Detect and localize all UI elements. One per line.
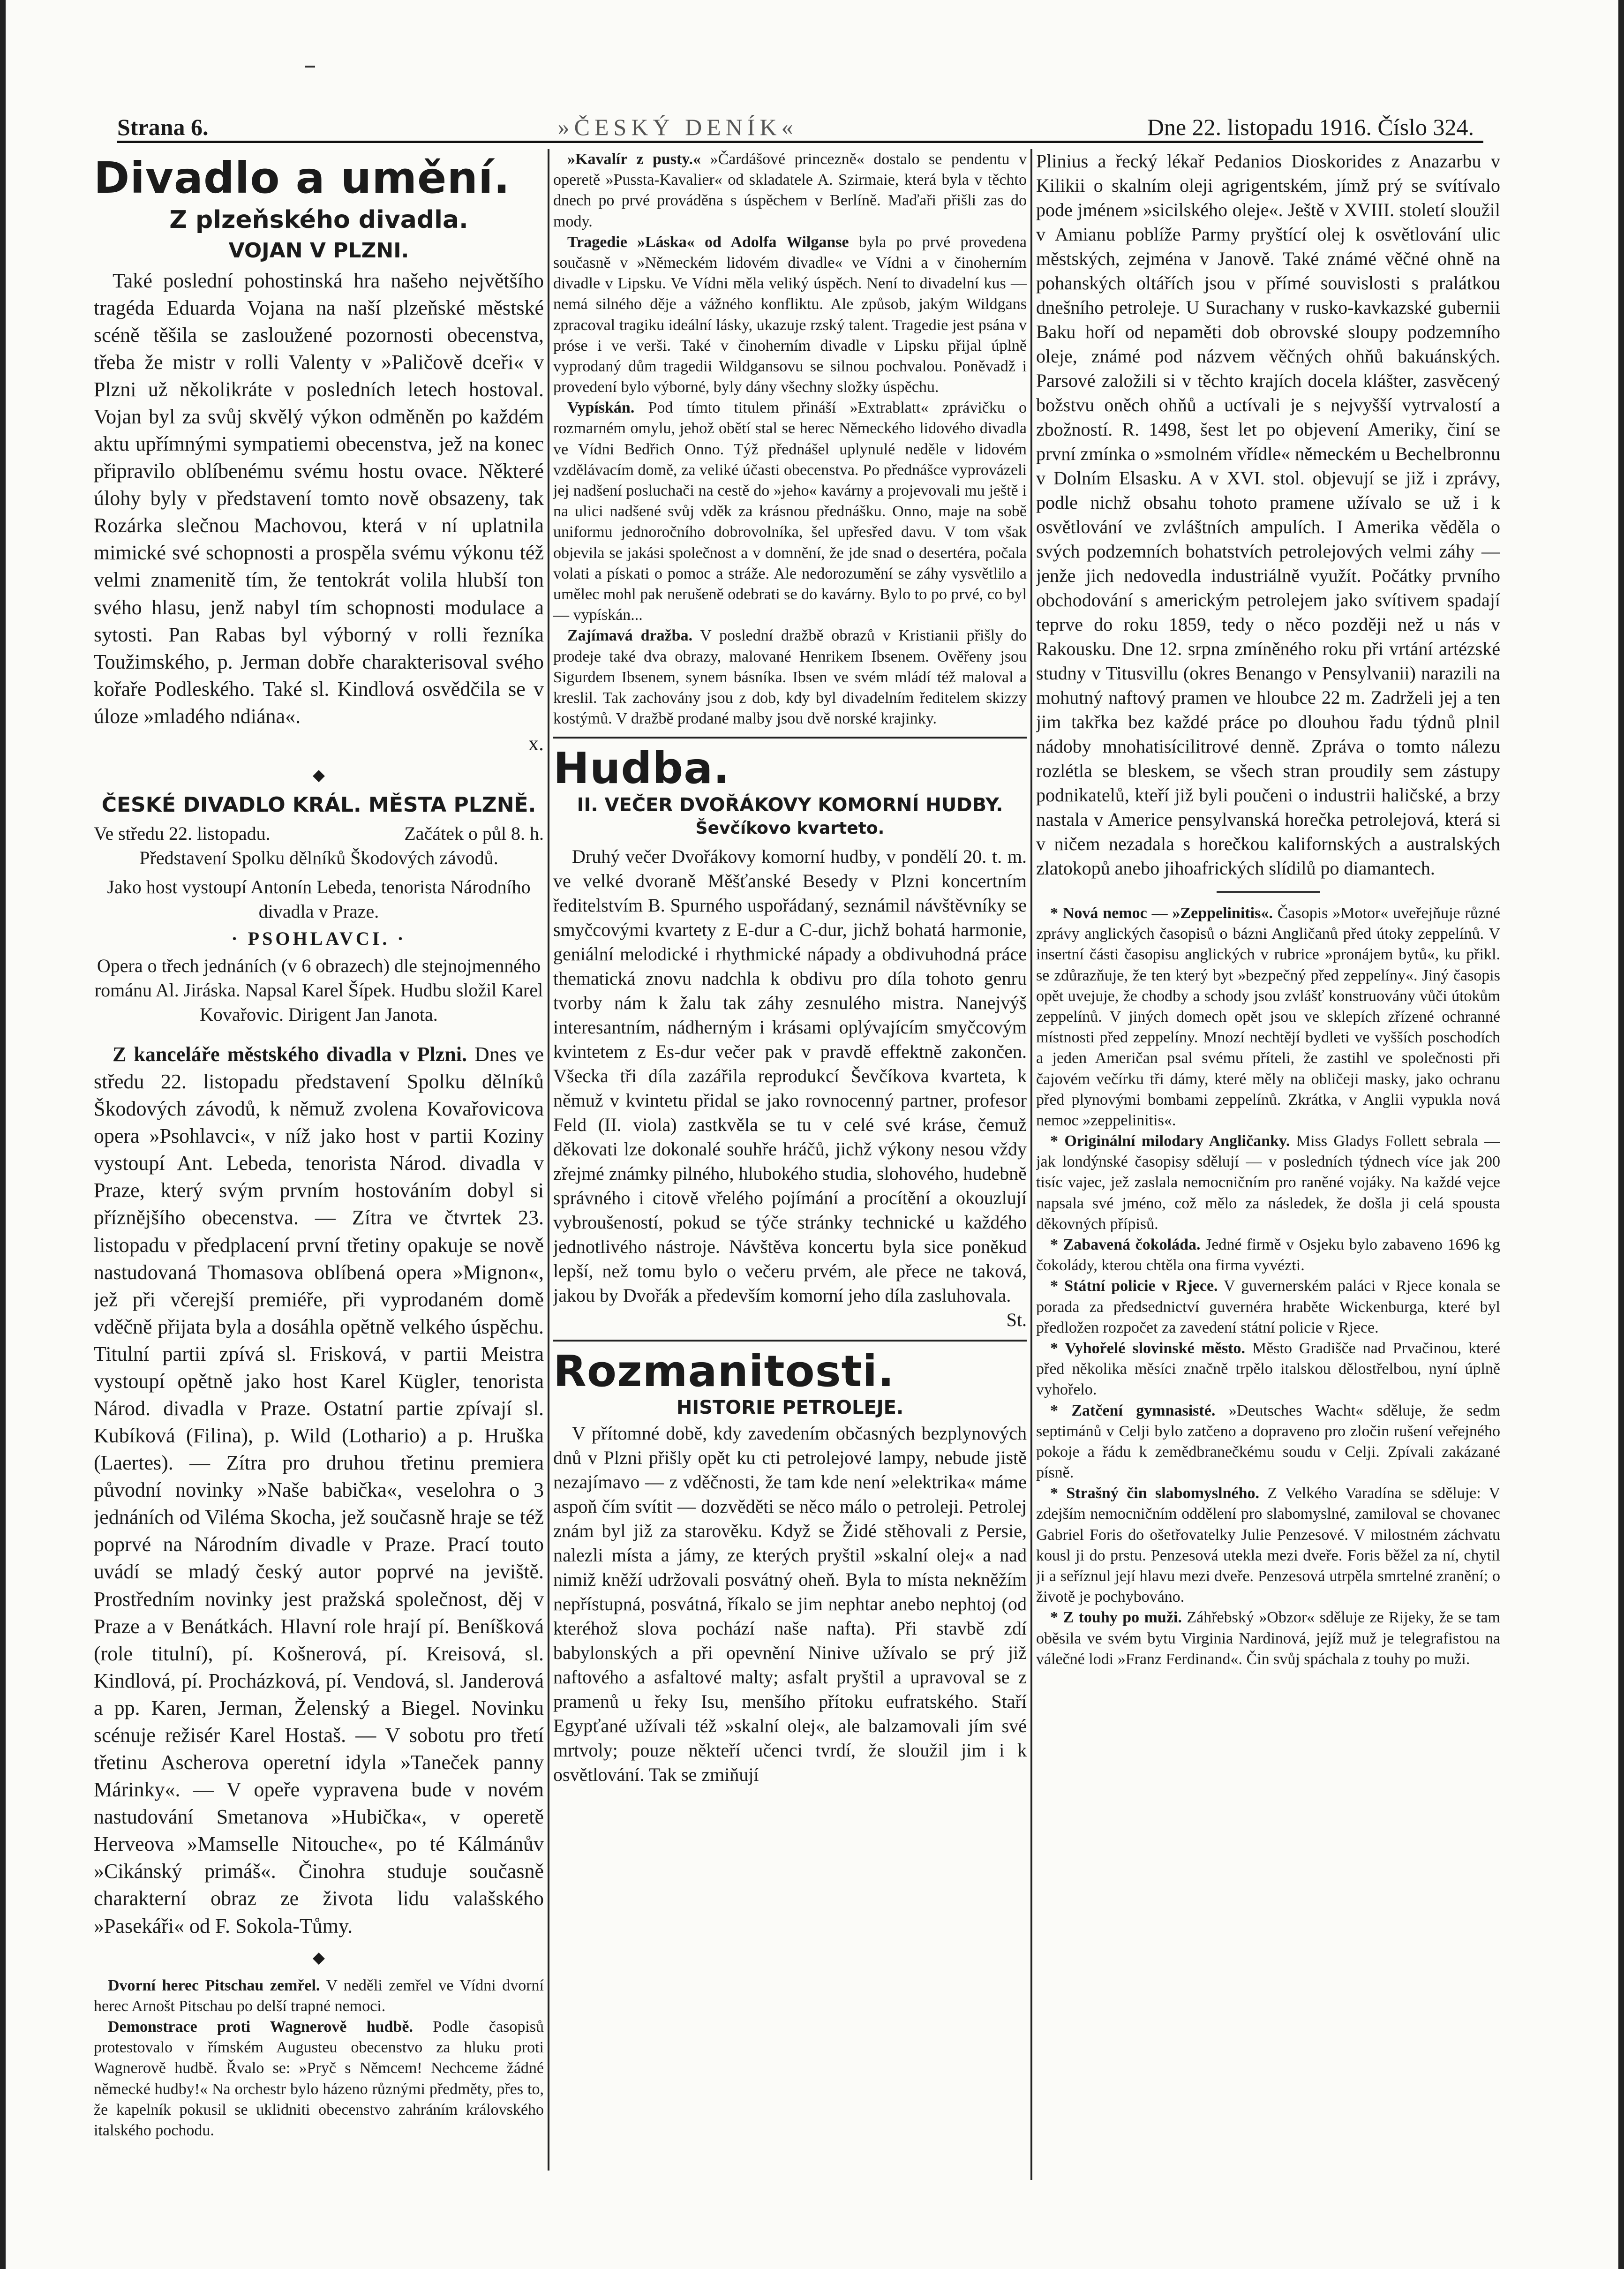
page-number: Strana 6. xyxy=(117,114,209,140)
section-title-misc: Rozmanitosti. xyxy=(553,1346,895,1396)
program-start: Začátek o půl 8. h. xyxy=(404,823,544,844)
article-slabomyslny xyxy=(1036,1483,1500,1607)
article-office-body: Dnes ve středu 22. listopadu představení Spolku dělníků Škodových závodů, k němuž zvolena Kovařovicova opera »Psohlavci«, v níž jako host v partii Koziny vystoupí Ant. Lebeda, tenorista Národ. divadla v Praze, který svým prvním hostováním dobyl si příznějšího obecenstva. — Zítra ve čtvrtek 23. listopadu v předplacení první třetiny opakuje se nově nastudovaná Thomasova oblíbená opera »Mignon«, jež při včerejší premiéře, při vyprodaném domě vděčně přijata byla a dosáhla opětně velkého úspěchu. Titulní partii zpívá sl. Frisková, v partii Meistra vystoupí opětně jako host Karel Kügler, tenorista Národ. divadla v Praze. Ostatní partie zpívají sl. Kubíková (Filina), p. Wild (Lothario) a p. Hruška (Laertes). — Zítra pro druhou třetinu premiera původní novinky »Naše babička«, veselohra o 3 jednáních od Viléma Skocha, jež současně hraje se též poprvé na Národním divadle v Praze. Prací touto uvádí se mladý český autor poprvé na jeviště. Prostředním novinky jest pražská společnost, děj v Praze a v Benátkách. Hlavní role hrají pí. Beníšková (role titulní), pí. Košnerová, pí. Kreisová, sl. Kindlová, pí. Procházková, pí. Vendová, sl. Janderová a pp. Karen, Jerman, Želenský a Biegel. Novinku scénuje režisér Karel Hostaš. — V sobotu pro třetí třetinu Ascherova operetní idyla »Taneček panny Márinky«. — V opeře vypravena bude v novém nastudování Smetanova »Hubička«, v operetě Herveova »Mamselle Nitouche«, po té Kálmánův »Cikánský primáš«. Činohra studuje současně charakterní obraz ze života lidu valašského »Pasekáři« od F. Sokola-Tůmy. xyxy=(94,1043,544,1937)
article-mesto xyxy=(1036,1338,1500,1401)
article-drazba-head: Zajímavá dražba. xyxy=(567,627,693,645)
column-2 xyxy=(553,149,1027,2175)
article-office-head: Z kanceláře městského divadla v Plzni. xyxy=(113,1043,467,1066)
article-gymnasiste-body: »Deutsches Wacht« sděluje, že sedm septimánů v Celji bylo zatčeno a dopraveno pro zločin rušení veřejného pokoje a řádu k zemědbranečkému soudu v Celji. Zpívali zakázané písně. xyxy=(1036,1402,1500,1482)
article-touha-body: Záhřebský »Obzor« sděluje ze Rijeky, že se tam oběsila ve svém bytu Virginia Nardinová, jejíž muž je telegrafistou na válečné lodi »Franz Ferdinand«. Čin svůj spáchala z touhy po muži. xyxy=(1036,1609,1500,1668)
article-wagner xyxy=(94,2017,544,2141)
article-pitschau xyxy=(94,1975,544,2017)
article-laska xyxy=(553,232,1027,398)
subsection-title: Z plzeňského divadla. xyxy=(169,205,468,234)
article-zeppelinitis xyxy=(1036,903,1500,1131)
article-cokolada xyxy=(1036,1235,1500,1276)
article-subtitle-sevcik: Ševčíkovo kvarteto. xyxy=(695,818,885,838)
article-petrol-part2: Plinius a řecký lékař Pedanios Dioskorides z Anazarbu v Kilikii o skalním oleji agrigentském, jímž prý se svítívalo pode jménem »sicilského oleje«. Ještě v XVIII. století sloužil v Amianu poblíže Parmy pryštící olej k osvětlování ulic městských, zejména v Janově. Také známé věčné ohně na pohanských oltářích jsou v přímé souvislosti s pralátkou dnešního petroleje. U Surachany v rusko-kavkazské gubernii Baku hoří od nepaměti dob obrovské sloupy podzemního oleje, známé pod názvem věčných ohňů bakuánských. Parsové založili si v těchto krajích docela klášter, zasvěcený božstvu oněch ohňů a uctívali je s nejvyšší vytrvalostí a zbožností. R. 1498, šest let po objevení Ameriky, činí se první zmínka o »smolném vřídle« německém u Bechelbronnu v Dolním Elsasku. A v XVI. stol. objevují se již i zprávy, podle nichž obsahu tohoto pramene užívalo se už i k osvětlování ve zvláštních ampulích. I Amerika věděla o svých podzemních bohatstvích petrolejových velmi záhy — jenže jich nedovedla industriálně využít. Počátky prvního obchodování s americkým petrolejem jako svítivem spadají teprve do roku 1859, tedy o něco později než u nás v Rakousku. Dne 12. srpna zmíněného roku při vrtání artézské studny v Titusvillu (okres Benango v Pensylvanii) narazili na mohutný naftový pramen ve hloubce 22 m. Zadrželi jej a ten jim takřka bez každé práce po dlouhou řadu týdnů plnil nádoby mnohatisícilitrové denně. Zpráva o tomto nálezu rozlétla se bleskem, se všech stran proudily sem zástupy podnikatelů, kteří již byli poučeni o industrii haličské, a brzy nastala v Americe pensylvanská horečka petrolejová, která si v ničem nezadala s horečkou kalifornských a australských zlatokopů anebo jihoafrických slídilů po diamantech. xyxy=(1036,151,1500,879)
section-title-theatre: Divadlo a umění. xyxy=(94,153,511,203)
section-rule xyxy=(553,1340,1027,1342)
article-title-dvorak: II. VEČER DVOŘÁKOVY KOMORNÍ HUDBY. xyxy=(577,794,1003,816)
page-header xyxy=(117,106,1474,139)
program-description: Opera o třech jednáních (v 6 obrazech) dle stejnojmenného románu Al. Jiráska. Napsal Karel Šípek. Hudbu složil Karel Kovařovic. Dirigent Jan Janota. xyxy=(94,955,543,1025)
article-cokolada-body: Jedné firmě v Osjeku bylo zabaveno 1696 kg čokolády, kterou chtěla ona firma vyvézti. xyxy=(1036,1236,1500,1274)
separator-star: ◆ xyxy=(312,767,325,784)
column-rule-2 xyxy=(1030,149,1032,2180)
article-cokolada-head: * Zabavená čokoláda. xyxy=(1050,1236,1201,1253)
article-gymnasiste xyxy=(1036,1401,1500,1484)
article-gymnasiste-head: * Zatčení gymnasisté. xyxy=(1050,1402,1216,1419)
article-milodary-head: * Originální milodary Angličanky. xyxy=(1050,1132,1290,1150)
program-title: ČESKÉ DIVADLO KRÁL. MĚSTA PLZNĚ. xyxy=(101,793,536,817)
article-policie xyxy=(1036,1276,1500,1338)
article-laska-body: byla po prvé provedena současně v »Německém lidovém divadle« ve Vídni a v činoherním divadle v Lipsku. Ve Vídni měla veliký úspěch. Není to divadelní kus — nemá silného děje a vážného konfliktu. Ale způsob, jakým Wildgans zpracoval tragiku ideální lásky, ukazuje rzský talent. Tragedie jest psána v próse i ve verši. Také v činoherním divadle v Lipsku přijal úplně vyprodaný dům tragedii Wildgansovu se silnou pochvalou. Poněvadž i provedení bylo výborné, byly dány všechny složky úspěchu. xyxy=(553,233,1027,396)
article-policie-head: * Státní policie v Rjece. xyxy=(1050,1277,1218,1295)
article-vypiskan-head: Vypískán. xyxy=(567,399,635,417)
scan-mark xyxy=(305,66,315,68)
program-date: Ve středu 22. listopadu. xyxy=(94,823,271,844)
scan-edge-right xyxy=(1618,0,1624,2269)
article-drazba-body: V poslední dražbě obrazů v Kristianii přišly do prodeje také dva obrazy, malované Henrikem Ibsenem. Ověřeny jsou Sigurdem Ibsenem, synem básníka. Ibsen ve svém mládí též maloval a kreslil. Tak zachovány jsou z dob, kdy byl divadelním ředitelem skizzy kostýmů. V dražbě prodané malby jsou dvě norské krajinky. xyxy=(553,627,1027,728)
article-wagner-head: Demonstrace proti Wagnerově hudbě. xyxy=(108,2018,413,2035)
article-slabomyslny-body: Z Velkého Varadína se sděluje: V zdejším nemocničním oddělení pro slabomyslné, zamiloval se chovanec Gabriel Foris do ošetřovatelky Julie Penzesové. V milostném záchvatu kousl ji do prstu. Penzesová utekla mezi dveře. Foris běžel za ní, chytil ji a seříznul její hlavu mezi dveře. Penzesová utrpěla smrtelné zranění; o životě je pochybováno. xyxy=(1036,1485,1500,1606)
article-mesto-body: Město Gradišče nad Prvačinou, které před několika měsíci značně trpělo italskou dělostřelbou, nyní úplně vyhořelo. xyxy=(1036,1339,1500,1399)
article-drazba xyxy=(553,626,1027,729)
article-title-petrol: HISTORIE PETROLEJE. xyxy=(676,1397,904,1419)
article-laska-head: Tragedie »Láska« od Adolfa Wilganse xyxy=(567,233,849,251)
program-date-row xyxy=(94,822,544,846)
header-rule xyxy=(117,141,1483,143)
article-slabomyslny-head: * Strašný čin slabomyslného. xyxy=(1050,1485,1260,1502)
article-pitschau-body: V neděli zemřel ve Vídni dvorní herec Arnošt Pitschau po delší trapné nemoci. xyxy=(94,1976,544,2015)
program-play: · PSOHLAVCI. · xyxy=(231,928,406,949)
article-touha xyxy=(1036,1607,1500,1670)
article-vojan: Také poslední pohostinská hra našeho největšího tragéda Eduarda Vojana na naší plzeňské městské scéně těšila se zasloužené pozornosti obecenstva, třeba že mistr v rolli Valenty v »Paličově dceři« v Plzni už několikráte v posledních letech hostoval. Vojan byl za svůj skvělý výkon odměněn po každém aktu upřímnými sympatiemi obecenstva, jež na konec připravilo oblíbenému svému hostu ovace. Některé úlohy byly v představení tomto nově obsazeny, tak Rozárka slečnou Machovou, která v ní uplatnila mimické své schopnosti a prospěla svému výkonu též velmi znamenitě tím, že tentokrát volila hlubší ton svého hlasu, jenž nabyl tím schopnosti modulace a sytosti. Pan Rabas byl výborný v rolli řezníka Toužimského, p. Jerman dobře charakterisoval svého kořaře Podleského. Také sl. Kindlová osvědčila se v úloze »mladého ndiána«. xyxy=(94,269,544,728)
article-vypiskan xyxy=(553,398,1027,626)
article-milodary xyxy=(1036,1131,1500,1235)
article-mesto-head: * Vyhořelé slovinské město. xyxy=(1050,1339,1246,1357)
section-rule xyxy=(553,737,1027,739)
scan-edge-left xyxy=(0,0,6,2269)
article-kavalir-body: »Čardášové princezně« dostalo se pendentu v operetě »Pussta-Kavalier« od skladatele A. Szirmaie, která byla v těchto dnech po prvé prováděna s úspěchem v Berlíně. Maďaři přišli zas do mody. xyxy=(553,151,1027,230)
article-signature: x. xyxy=(528,731,544,755)
article-dvorak: Druhý večer Dvořákovy komorní hudby, v pondělí 20. t. m. ve velké dvoraně Měšťanské Besedy v Plzni koncertním ředitelstvím B. Spurného uspořádaný, seznámil návštěvníky se smyčcovými kvartety z E-dur a C-dur, jichž bohatá harmonie, geniální melodické i rhythmické nápady a obdivuhodná práce thematická znovu nadchla k obdivu pro díla tohoto genru tvorby nám k žalu tak záhy zesnulého mistra. Nanejvýš interesantním, nádherným i krásami oplývajícím smyčcovým kvintetem z Es-dur večer pak v pravdě effektně zakončen. Všecka tři díla zazářila reprodukcí Ševčíkova kvarteta, k němuž v kvintetu přidal se jako rovnocenný partner, profesor Feld (II. viola) zastkvěla se tu v celé své kráse, čemuž děkovati lze dokonalé souhře hráčů, jichž výkony nesou vždy zřejmé známky pilného, hlubokého studia, slohového, hudebně správného i citově vřelého pojímání a procítění a okouzlují vybroušeností, pokud se týče stránky technické u každého jednotlivého nástroje. Návštěva koncertu byla sice poněkud lepší, než tomu bylo o večeru prvém, ale přece ne taková, jakou by Dvořák a především komorní jeho díla zasluhovala. xyxy=(553,845,1027,1306)
article-touha-head: * Z touhy po muži. xyxy=(1050,1609,1182,1627)
separator-star: ◆ xyxy=(312,1949,325,1967)
article-pitschau-head: Dvorní herec Pitschau zemřel. xyxy=(108,1976,320,1994)
program-occasion: Představení Spolku dělníků Škodových závodů. xyxy=(139,847,498,868)
article-petrol-part1: V přítomné době, kdy zavedením občasných bezplynových dnů v Plzni přišly opět ku cti petrolejové lampy, nebude jistě nezajímavo — z vděčnosti, že tam kde není »elektrika« máme aspoň čím svítit — dozvěděti se něco málo o petroleji. Petrolej znám byl již za starověku. Když se Židé stěhovali z Persie, nalezli místa a jámy, ze kterých pryštil »skalní olej« a nad nimiž kněží udržovali posvátný oheň. Byla to místa nekněžím nepřístupná, posvátná, říkalo se jim nephtar anebo nephtoj (od kteréhož slova pochází naše nafta). Při stavbě zdí babylonských a při opevnění Ninive užívalo se prý již naftového a asfaltové malty; asfalt pryštil a upravoval se z pramenů u řeky Isu, menšího přítoku eufratského. Staří Egypťané užívali též »skalní olej«, ale balzamovali jím své mrtvoly; pouze někteří učenci tvrdí, že sloužil jim i k osvětlování. Tak se zmiňují xyxy=(553,1423,1027,1786)
column-rule-1 xyxy=(548,149,549,2171)
article-zeppelinitis-head: * Nová nemoc — »Zeppelinitis«. xyxy=(1050,905,1273,922)
article-vypiskan-body: Pod tímto titulem přináší »Extrablatt« zprávičku o rozmarném omylu, jehož obětí stal se herec Německého lidového divadla ve Vídni Bedřich Onno. Týž přednášel uplynulé neděle v lidovém vzdělávacím domě, za veliké účasti obecenstva. Po přednášce vyprovázeli jej nadšení posluchači na cestě do »jeho« kavárny a projevovali mu ještě i na ulici nadšené svůj vděk za krásnou přednášku. Onno, maje na sobě uniformu jednoročního dobrovolníka, šel upřesřed davu. V tom však objevila se jakási společnost a v domnění, že jde snad o desertéra, počala volati a pískati o pomoc a stráže. Ale nedorozumění se záhy vysvětlilo a umělec mohl pak nerušeně odebrati se do kavárny. Bylo to po prvé, co byl — vypískán... xyxy=(553,399,1027,624)
article-title-vojan: VOJAN V PLZNI. xyxy=(228,238,409,263)
article-kavalir-head: »Kavalír z pusty.« xyxy=(567,151,701,168)
section-title-music: Hudba. xyxy=(553,743,730,794)
masthead: »ČESKÝ DENÍK« xyxy=(557,114,798,140)
column-1 xyxy=(94,149,544,2166)
article-wagner-body: Podle časopisů protestovalo v římském Augusteu obecenstvo za hluku proti Wagnerově hudbě. Řvalo se: »Pryč s Němcem! Nechceme žádné německé hudby!« Na orchestr bylo házeno různými předměty, přes to, že kapelník pokusil se uklidniti obecenstvo zahráním královského italského pochodu. xyxy=(94,2018,544,2139)
article-zeppelinitis-body: Časopis »Motor« uveřejňuje různé zprávy anglických časopisů o bázni Angličanů před útoky zeppelínů. V insertní části časopisu anglických v rubrice »pronájem bytů«, ku přikl. se zdůrazňuje, že ten který byt »bezpečný před zeppelíny«. Jiný časopis opět uvejuje, že chodby a schody jsou zvlášť konstruovány vůči útokům zeppelínů. V jiných domech opět jsou ve sklepích zřízené ochranné místnosti před zeppelíny. Mnozí nechtějí bydleti ve vyšších poschodích a jeden Američan psal svému příteli, že zastihl ve společnosti při čajovém večírku tři dámy, které měly na obličeji masky, jako ochranu před plynovými bombami zeppelínů. Zkrátka, v Anglii vypukla nová nemoc »zeppelinitis«. xyxy=(1036,905,1500,1129)
separator-rule xyxy=(1217,891,1320,893)
article-office xyxy=(94,1041,544,1940)
date-issue: Dne 22. listopadu 1916. Číslo 324. xyxy=(1147,114,1474,140)
article-kavalir xyxy=(553,149,1027,232)
article-signature: St. xyxy=(1006,1309,1027,1330)
article-policie-body: V guvernerském paláci v Rjece konala se porada za předsednictví guvernéra hraběte Wickenburga, které byl předložen rozpočet za zavedení státní policie v Rjece. xyxy=(1036,1277,1500,1336)
article-milodary-body: Miss Gladys Follett sebrala — jak londýnské časopisy sdělují — v posledních týdnech více jak 200 tisíc vajec, jež zaslala nemocničním pro raněné vojáky. Na každé vejce napsala své jméno, což mělo za následek, že došla ji celá spousta děkovných přípisů. xyxy=(1036,1132,1500,1233)
program-guest: Jako host vystoupí Antonín Lebeda, tenorista Národního divadla v Praze. xyxy=(107,876,531,922)
column-3 xyxy=(1036,149,1500,2175)
